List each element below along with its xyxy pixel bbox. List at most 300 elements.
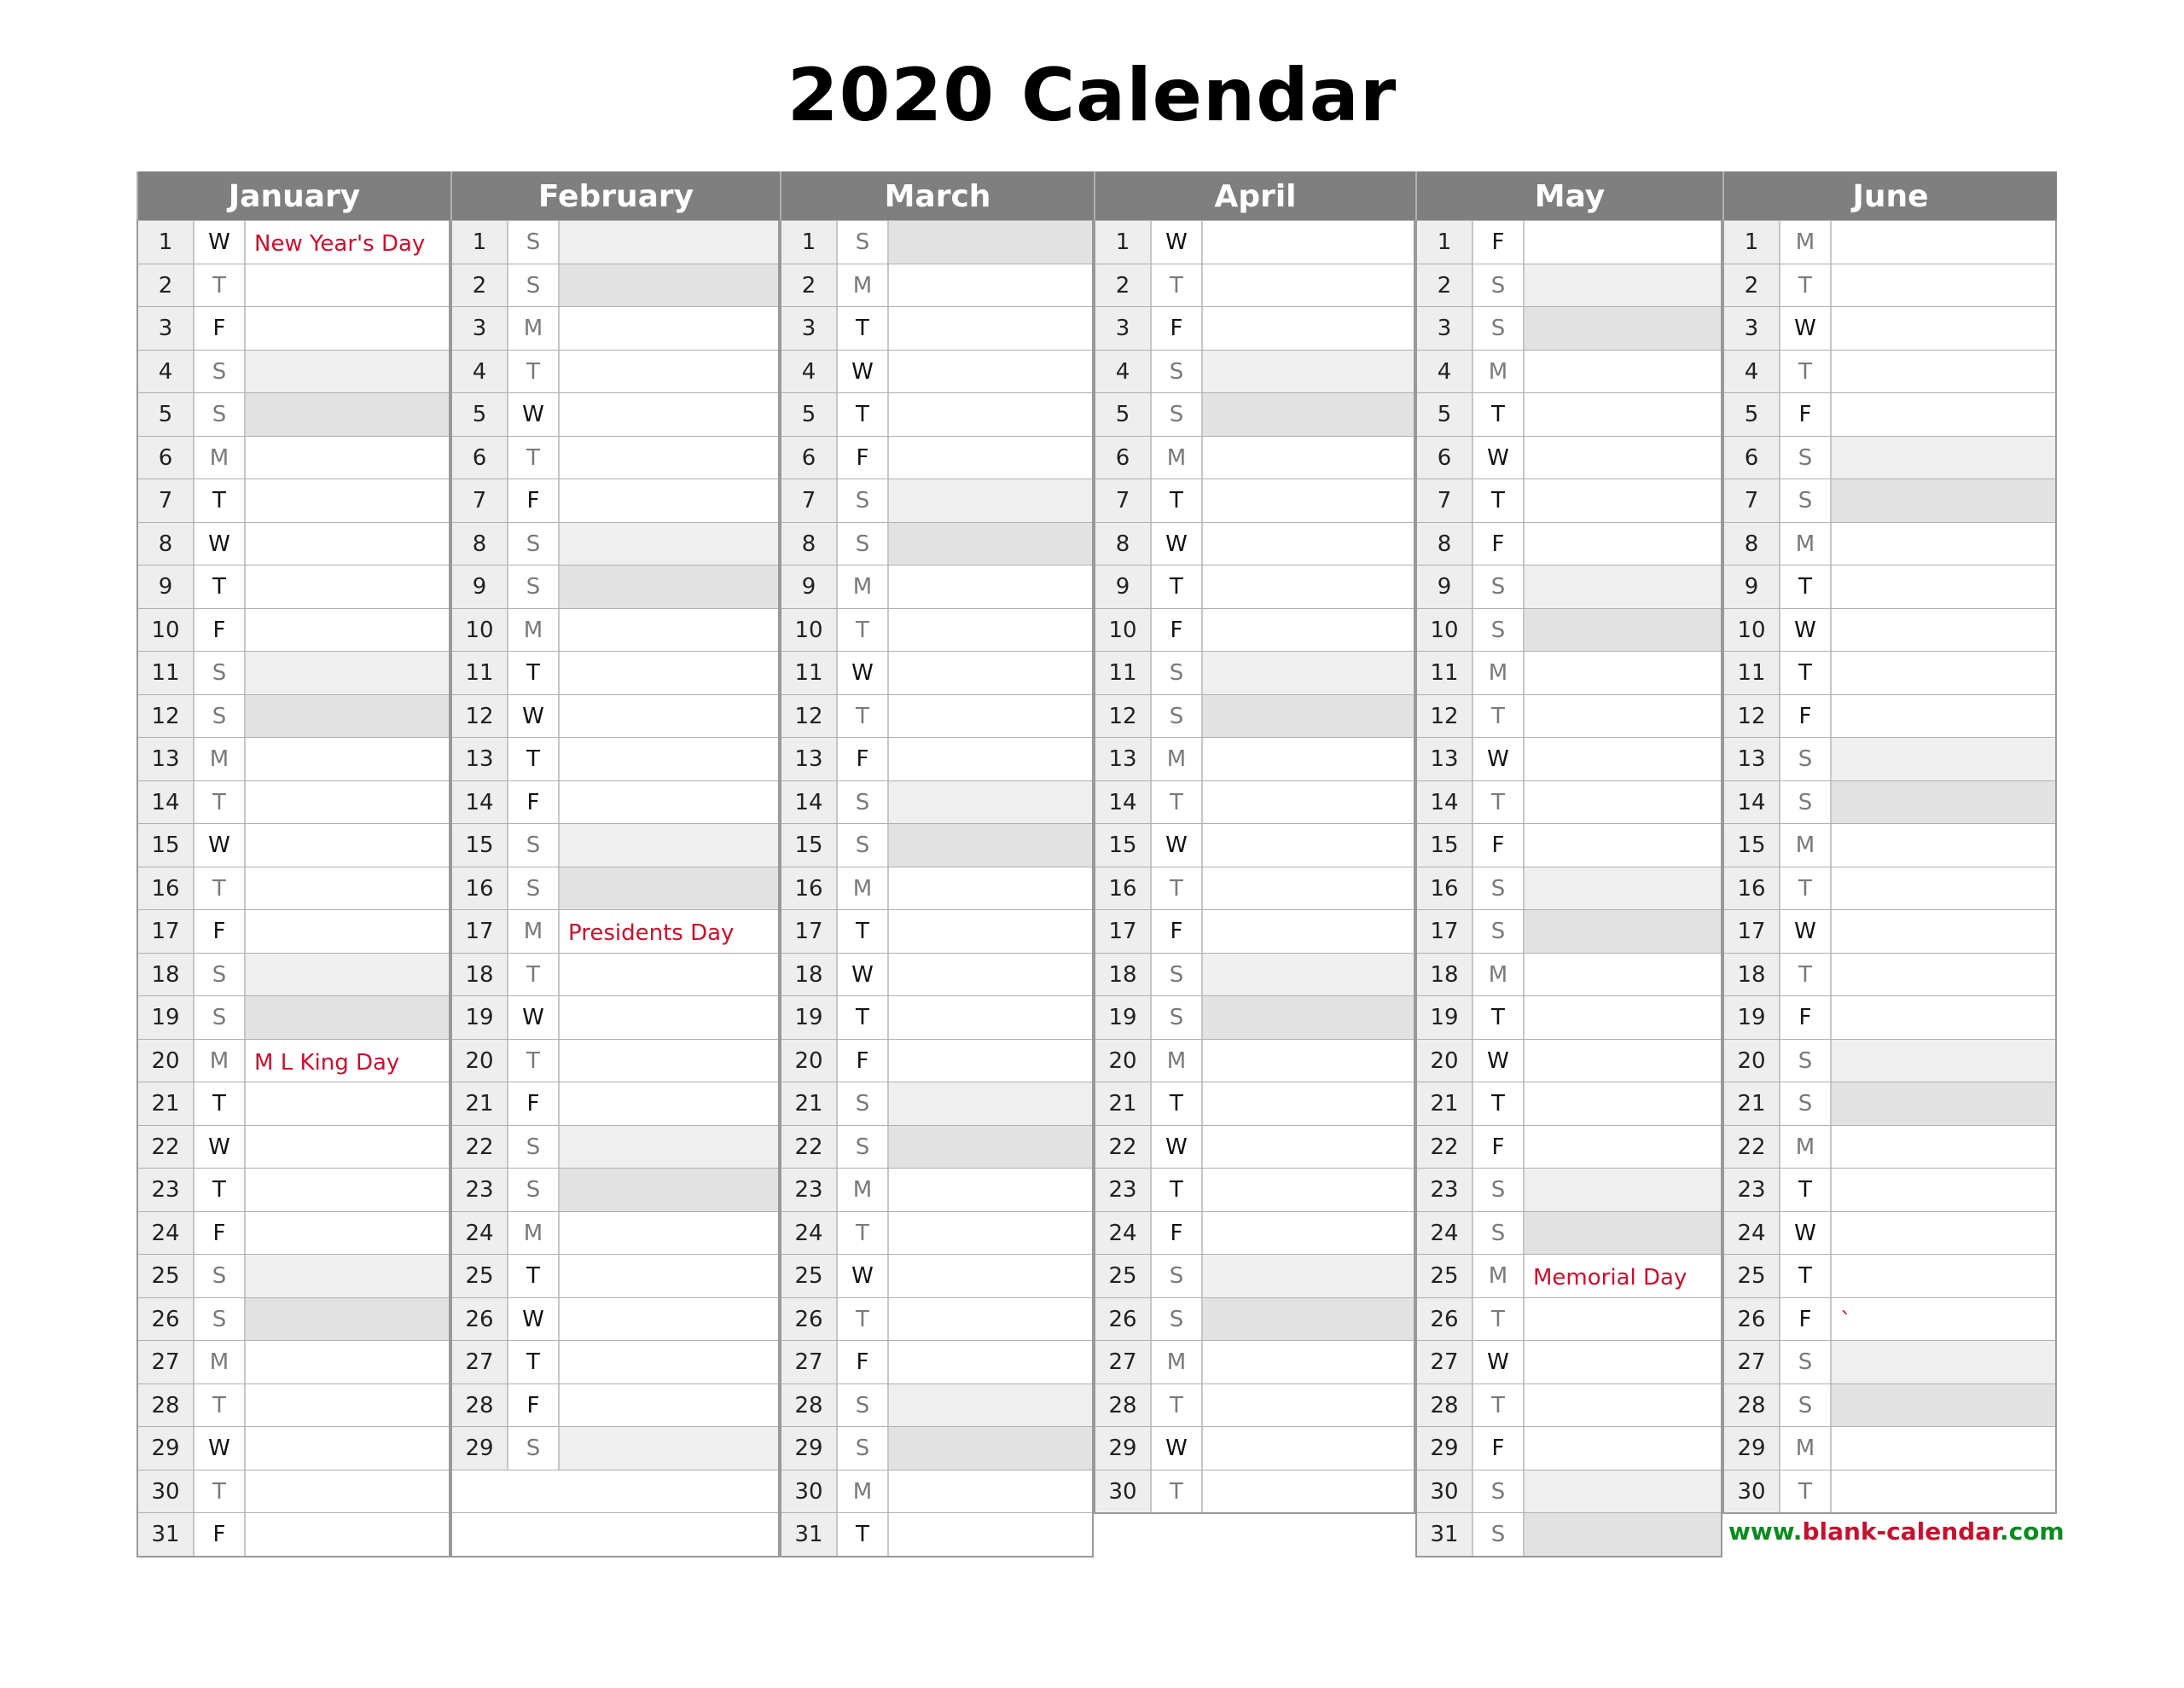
day-row bbox=[1417, 780, 1721, 824]
day-note-area bbox=[889, 695, 1092, 738]
day-note-area bbox=[889, 264, 1092, 307]
weekday-letter: W bbox=[838, 1255, 889, 1297]
day-note-area bbox=[889, 609, 1092, 652]
day-row bbox=[138, 694, 449, 738]
day-number: 19 bbox=[1724, 996, 1780, 1039]
weekday-letter: M bbox=[195, 1341, 246, 1383]
day-row bbox=[1417, 1340, 1721, 1383]
day-row bbox=[1724, 867, 2055, 910]
day-note-area bbox=[1203, 738, 1414, 780]
day-row bbox=[138, 867, 449, 910]
weekday-letter: F bbox=[195, 307, 246, 350]
day-number: 5 bbox=[1724, 393, 1780, 436]
weekday-letter: W bbox=[1473, 437, 1525, 479]
day-row bbox=[1724, 823, 2055, 867]
weekday-letter: T bbox=[195, 1082, 246, 1125]
day-number: 26 bbox=[138, 1298, 195, 1341]
day-note-area bbox=[1832, 393, 2055, 436]
holiday-label: ` bbox=[1840, 1308, 1851, 1334]
weekday-letter: S bbox=[838, 479, 889, 522]
day-number: 25 bbox=[1095, 1255, 1152, 1297]
day-number: 17 bbox=[781, 910, 838, 953]
weekday-letter: S bbox=[1473, 264, 1525, 307]
weekday-letter: T bbox=[195, 1470, 246, 1513]
day-number: 12 bbox=[138, 695, 195, 738]
day-note-area bbox=[1203, 1255, 1414, 1297]
day-row bbox=[781, 1426, 1092, 1470]
weekday-letter: F bbox=[1780, 695, 1832, 738]
day-note-area bbox=[1525, 523, 1721, 566]
day-number: 26 bbox=[1095, 1298, 1152, 1341]
day-number: 7 bbox=[1417, 479, 1473, 522]
footer-domain: blank-calendar bbox=[1802, 1517, 2000, 1546]
footer-suffix: .com bbox=[1999, 1517, 2065, 1546]
day-number: 28 bbox=[1095, 1384, 1152, 1427]
day-row bbox=[1417, 350, 1721, 393]
day-number: 21 bbox=[138, 1082, 195, 1125]
weekday-letter: F bbox=[508, 1082, 560, 1125]
day-note-area bbox=[560, 479, 778, 522]
day-number: 23 bbox=[138, 1169, 195, 1211]
day-note-area bbox=[1525, 954, 1721, 996]
day-row bbox=[1417, 737, 1721, 780]
day-note-area bbox=[889, 523, 1092, 566]
day-note-area bbox=[1203, 652, 1414, 694]
day-row bbox=[138, 1340, 449, 1383]
day-note-area bbox=[889, 1212, 1092, 1255]
day-note-area bbox=[1203, 1298, 1414, 1341]
day-note-area bbox=[889, 954, 1092, 996]
day-number: 30 bbox=[138, 1470, 195, 1513]
day-note-area bbox=[1832, 1082, 2055, 1125]
day-note-area bbox=[1525, 695, 1721, 738]
weekday-letter: F bbox=[838, 1341, 889, 1383]
day-number: 9 bbox=[1095, 566, 1152, 608]
day-number: 14 bbox=[1095, 781, 1152, 824]
day-row bbox=[1095, 220, 1414, 264]
day-number: 10 bbox=[452, 609, 508, 652]
day-note-area bbox=[1525, 1169, 1721, 1211]
day-note-area bbox=[246, 1513, 449, 1556]
weekday-letter: W bbox=[1152, 523, 1203, 566]
day-note-area bbox=[889, 652, 1092, 694]
day-number: 18 bbox=[1417, 954, 1473, 996]
day-row bbox=[452, 1340, 778, 1383]
weekday-letter: T bbox=[1473, 1082, 1525, 1125]
day-note-area bbox=[1832, 1255, 2055, 1297]
weekday-letter: T bbox=[508, 1255, 560, 1297]
day-note-area bbox=[246, 996, 449, 1039]
day-note-area bbox=[1525, 867, 1721, 910]
day-note-area bbox=[1203, 1169, 1414, 1211]
day-note-area bbox=[1203, 1212, 1414, 1255]
weekday-letter: S bbox=[1152, 695, 1203, 738]
day-note-area bbox=[560, 1255, 778, 1297]
day-note-area bbox=[1203, 437, 1414, 479]
weekday-letter: T bbox=[1152, 867, 1203, 910]
day-number: 4 bbox=[138, 351, 195, 393]
weekday-letter: M bbox=[1473, 652, 1525, 694]
day-number: 22 bbox=[1724, 1126, 1780, 1169]
day-number: 1 bbox=[452, 221, 508, 264]
day-note-area bbox=[889, 1470, 1092, 1513]
day-row bbox=[138, 436, 449, 479]
day-number: 20 bbox=[1724, 1040, 1780, 1082]
day-number: 24 bbox=[781, 1212, 838, 1255]
day-note-area bbox=[1832, 307, 2055, 350]
day-note-area bbox=[1832, 479, 2055, 522]
day-note-area bbox=[246, 479, 449, 522]
day-number: 3 bbox=[138, 307, 195, 350]
day-row bbox=[138, 1383, 449, 1427]
day-note-area bbox=[560, 1082, 778, 1125]
day-row bbox=[452, 608, 778, 652]
day-row bbox=[1417, 608, 1721, 652]
day-row bbox=[1724, 522, 2055, 566]
day-note-area bbox=[560, 824, 778, 867]
day-row bbox=[1724, 565, 2055, 608]
weekday-letter: W bbox=[1780, 609, 1832, 652]
day-row bbox=[1095, 651, 1414, 694]
day-row bbox=[781, 608, 1092, 652]
day-number: 30 bbox=[781, 1470, 838, 1513]
day-number: 25 bbox=[138, 1255, 195, 1297]
day-number: 4 bbox=[1417, 351, 1473, 393]
day-row bbox=[138, 651, 449, 694]
day-note-area bbox=[1832, 996, 2055, 1039]
day-number: 19 bbox=[1417, 996, 1473, 1039]
day-number: 12 bbox=[1417, 695, 1473, 738]
day-note-area bbox=[889, 1169, 1092, 1211]
weekday-letter: T bbox=[508, 738, 560, 780]
day-row bbox=[1417, 306, 1721, 350]
day-number: 22 bbox=[452, 1126, 508, 1169]
weekday-letter: F bbox=[838, 738, 889, 780]
day-number: 13 bbox=[1095, 738, 1152, 780]
day-number: 21 bbox=[1095, 1082, 1152, 1125]
day-note-area bbox=[1525, 910, 1721, 953]
day-number: 11 bbox=[1417, 652, 1473, 694]
day-row bbox=[1417, 1383, 1721, 1427]
day-row bbox=[1417, 867, 1721, 910]
weekday-letter: M bbox=[195, 738, 246, 780]
day-note-area bbox=[560, 1126, 778, 1169]
weekday-letter: T bbox=[1152, 1384, 1203, 1427]
day-number: 2 bbox=[452, 264, 508, 307]
weekday-letter: F bbox=[1473, 824, 1525, 867]
day-number: 13 bbox=[138, 738, 195, 780]
day-number: 4 bbox=[781, 351, 838, 393]
day-row bbox=[1417, 522, 1721, 566]
weekday-letter: S bbox=[1152, 1255, 1203, 1297]
weekday-letter: S bbox=[195, 695, 246, 738]
day-row bbox=[1724, 1426, 2055, 1470]
day-row bbox=[138, 1082, 449, 1125]
day-number: 29 bbox=[1724, 1427, 1780, 1470]
weekday-letter: T bbox=[1780, 566, 1832, 608]
day-row bbox=[781, 1470, 1092, 1513]
day-number: 15 bbox=[1095, 824, 1152, 867]
weekday-letter: M bbox=[1473, 351, 1525, 393]
day-number: 21 bbox=[1417, 1082, 1473, 1125]
footer-website-link[interactable] bbox=[1728, 1515, 2065, 1549]
day-note-area bbox=[1203, 954, 1414, 996]
day-number: 5 bbox=[138, 393, 195, 436]
day-row bbox=[138, 1211, 449, 1255]
weekday-letter: W bbox=[1152, 1427, 1203, 1470]
weekday-letter: W bbox=[508, 996, 560, 1039]
day-row bbox=[1417, 264, 1721, 307]
day-note-area bbox=[560, 307, 778, 350]
day-note-area bbox=[889, 738, 1092, 780]
day-note-area bbox=[1525, 351, 1721, 393]
month-days bbox=[1722, 220, 2057, 1514]
day-note-area bbox=[246, 1255, 449, 1297]
day-row bbox=[1724, 1039, 2055, 1082]
day-row bbox=[1417, 220, 1721, 264]
weekday-letter: S bbox=[1473, 867, 1525, 910]
weekday-letter: M bbox=[1152, 437, 1203, 479]
day-row bbox=[781, 694, 1092, 738]
weekday-letter: T bbox=[838, 910, 889, 953]
weekday-letter: T bbox=[1152, 566, 1203, 608]
day-number: 8 bbox=[1417, 523, 1473, 566]
day-row bbox=[1724, 479, 2055, 522]
weekday-letter: S bbox=[838, 1126, 889, 1169]
weekday-letter: T bbox=[508, 1040, 560, 1082]
day-number: 27 bbox=[1417, 1341, 1473, 1383]
day-row bbox=[1417, 436, 1721, 479]
weekday-letter: S bbox=[1473, 1169, 1525, 1211]
day-number: 22 bbox=[138, 1126, 195, 1169]
day-note-area bbox=[1203, 393, 1414, 436]
day-note-area bbox=[1832, 1212, 2055, 1255]
day-number: 14 bbox=[1724, 781, 1780, 824]
day-number: 11 bbox=[1095, 652, 1152, 694]
month-days bbox=[450, 220, 780, 1557]
weekday-letter: S bbox=[838, 1082, 889, 1125]
day-number: 27 bbox=[781, 1341, 838, 1383]
day-number: 11 bbox=[1724, 652, 1780, 694]
day-number: 18 bbox=[781, 954, 838, 996]
day-note-area bbox=[560, 1212, 778, 1255]
day-row bbox=[1417, 1125, 1721, 1169]
weekday-letter: W bbox=[1152, 1126, 1203, 1169]
day-row bbox=[781, 522, 1092, 566]
day-note-area bbox=[1525, 738, 1721, 780]
day-row bbox=[452, 436, 778, 479]
day-note-area bbox=[246, 738, 449, 780]
day-note-area bbox=[246, 1384, 449, 1427]
day-note-area bbox=[889, 1513, 1092, 1556]
day-number: 15 bbox=[1724, 824, 1780, 867]
weekday-letter: F bbox=[195, 910, 246, 953]
day-number: 6 bbox=[781, 437, 838, 479]
day-note-area bbox=[1832, 824, 2055, 867]
day-row bbox=[1724, 306, 2055, 350]
day-row bbox=[138, 1470, 449, 1513]
day-number: 30 bbox=[1095, 1470, 1152, 1513]
day-row bbox=[1417, 651, 1721, 694]
day-note-area bbox=[560, 738, 778, 780]
day-note-area bbox=[560, 695, 778, 738]
day-note-area bbox=[1832, 867, 2055, 910]
weekday-letter: M bbox=[1152, 738, 1203, 780]
day-row bbox=[781, 737, 1092, 780]
day-number: 16 bbox=[1417, 867, 1473, 910]
day-number: 1 bbox=[1417, 221, 1473, 264]
month-april bbox=[1094, 171, 1415, 1514]
weekday-letter: T bbox=[1473, 1298, 1525, 1341]
day-note-area bbox=[1525, 1082, 1721, 1125]
day-note-area bbox=[1832, 1126, 2055, 1169]
day-row bbox=[1417, 1168, 1721, 1211]
day-note-area bbox=[246, 437, 449, 479]
month-days bbox=[780, 220, 1094, 1557]
weekday-letter: F bbox=[508, 781, 560, 824]
day-row bbox=[138, 608, 449, 652]
day-row bbox=[781, 220, 1092, 264]
day-note-area bbox=[1525, 824, 1721, 867]
day-number: 22 bbox=[781, 1126, 838, 1169]
weekday-letter: T bbox=[508, 351, 560, 393]
day-row bbox=[452, 264, 778, 307]
weekday-letter: F bbox=[838, 437, 889, 479]
day-row bbox=[781, 995, 1092, 1039]
day-row bbox=[1724, 737, 2055, 780]
day-row bbox=[138, 264, 449, 307]
weekday-letter: S bbox=[1152, 996, 1203, 1039]
month-header: April bbox=[1094, 171, 1415, 220]
weekday-letter: T bbox=[508, 954, 560, 996]
day-row bbox=[781, 1082, 1092, 1125]
day-number: 30 bbox=[1417, 1470, 1473, 1513]
weekday-letter: T bbox=[195, 1169, 246, 1211]
weekday-letter: M bbox=[838, 1470, 889, 1513]
day-note-area bbox=[246, 1126, 449, 1169]
weekday-letter: T bbox=[1152, 264, 1203, 307]
day-number: 8 bbox=[452, 523, 508, 566]
weekday-letter: T bbox=[1473, 695, 1525, 738]
weekday-letter: W bbox=[1780, 1212, 1832, 1255]
day-row bbox=[452, 909, 778, 953]
day-row bbox=[1417, 1470, 1721, 1513]
day-note-area bbox=[1832, 1169, 2055, 1211]
day-number: 12 bbox=[1095, 695, 1152, 738]
day-row bbox=[138, 823, 449, 867]
day-row bbox=[1095, 1340, 1414, 1383]
day-number: 24 bbox=[452, 1212, 508, 1255]
day-row bbox=[781, 909, 1092, 953]
day-number: 25 bbox=[781, 1255, 838, 1297]
day-note-area bbox=[1525, 566, 1721, 608]
day-note-area bbox=[246, 609, 449, 652]
day-row bbox=[1417, 565, 1721, 608]
day-number: 17 bbox=[1724, 910, 1780, 953]
day-row bbox=[781, 1383, 1092, 1427]
day-note-area bbox=[246, 1298, 449, 1341]
day-row bbox=[1095, 1383, 1414, 1427]
day-number: 2 bbox=[1417, 264, 1473, 307]
weekday-letter: S bbox=[1780, 1341, 1832, 1383]
day-note-area bbox=[889, 1082, 1092, 1125]
day-number: 15 bbox=[138, 824, 195, 867]
day-row bbox=[452, 1211, 778, 1255]
weekday-letter: S bbox=[1152, 954, 1203, 996]
day-note-area bbox=[1832, 1040, 2055, 1082]
day-number: 12 bbox=[452, 695, 508, 738]
weekday-letter: S bbox=[1780, 781, 1832, 824]
day-note-area bbox=[246, 867, 449, 910]
weekday-letter: W bbox=[508, 695, 560, 738]
weekday-letter: F bbox=[1780, 393, 1832, 436]
weekday-letter: T bbox=[1780, 652, 1832, 694]
day-row bbox=[1095, 1297, 1414, 1341]
day-row bbox=[1417, 823, 1721, 867]
day-row bbox=[1724, 1254, 2055, 1297]
month-header: February bbox=[450, 171, 780, 220]
weekday-letter: M bbox=[838, 566, 889, 608]
day-row bbox=[1095, 306, 1414, 350]
day-number: 16 bbox=[452, 867, 508, 910]
day-number: 13 bbox=[781, 738, 838, 780]
day-note-area bbox=[1832, 1470, 2055, 1513]
weekday-letter: T bbox=[508, 1341, 560, 1383]
day-row bbox=[1724, 780, 2055, 824]
holiday-label: M L King Day bbox=[254, 1049, 400, 1076]
day-note-area bbox=[1525, 1427, 1721, 1470]
day-number: 27 bbox=[452, 1341, 508, 1383]
day-number: 14 bbox=[781, 781, 838, 824]
weekday-letter: W bbox=[838, 351, 889, 393]
day-note-area bbox=[246, 1427, 449, 1470]
day-note-area bbox=[1832, 1341, 2055, 1383]
day-note-area bbox=[889, 1255, 1092, 1297]
weekday-letter: S bbox=[838, 1384, 889, 1427]
day-row bbox=[1417, 995, 1721, 1039]
day-number: 13 bbox=[452, 738, 508, 780]
day-note-area bbox=[1525, 1126, 1721, 1169]
weekday-letter: M bbox=[195, 437, 246, 479]
weekday-letter: T bbox=[1152, 479, 1203, 522]
weekday-letter: W bbox=[1780, 307, 1832, 350]
day-row bbox=[1095, 867, 1414, 910]
day-row bbox=[1724, 1383, 2055, 1427]
day-row bbox=[138, 1297, 449, 1341]
day-row bbox=[1417, 1426, 1721, 1470]
weekday-letter: T bbox=[1152, 781, 1203, 824]
day-note-area bbox=[1203, 307, 1414, 350]
day-note-area bbox=[889, 1341, 1092, 1383]
weekday-letter: S bbox=[1780, 1384, 1832, 1427]
weekday-letter: M bbox=[508, 1212, 560, 1255]
day-note-area bbox=[560, 609, 778, 652]
day-number: 7 bbox=[1724, 479, 1780, 522]
day-number: 15 bbox=[781, 824, 838, 867]
day-note-area bbox=[1525, 609, 1721, 652]
weekday-letter: T bbox=[1473, 996, 1525, 1039]
weekday-letter: S bbox=[1780, 479, 1832, 522]
day-note-area bbox=[560, 351, 778, 393]
day-number: 21 bbox=[452, 1082, 508, 1125]
day-row bbox=[1417, 694, 1721, 738]
weekday-letter: W bbox=[195, 824, 246, 867]
day-number: 17 bbox=[1095, 910, 1152, 953]
day-row bbox=[138, 1125, 449, 1169]
month-header: May bbox=[1415, 171, 1722, 220]
day-note-area bbox=[1525, 307, 1721, 350]
day-note-area bbox=[1832, 781, 2055, 824]
